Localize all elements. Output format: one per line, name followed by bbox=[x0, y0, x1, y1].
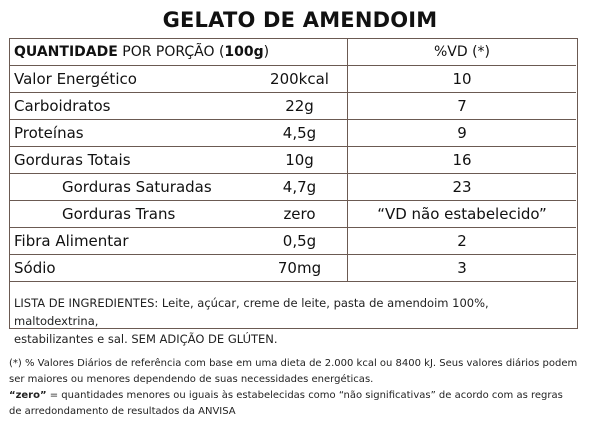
row-amount: 4,7g bbox=[252, 174, 348, 201]
row-amount: zero bbox=[252, 201, 348, 228]
table-row bbox=[10, 174, 576, 201]
footnote-zero-definition: = quantidades menores ou iguais às estabelecidas como “não significativas” de acordo com as regras bbox=[46, 390, 563, 401]
table-row bbox=[10, 120, 576, 147]
footnote bbox=[9, 356, 584, 420]
row-vd: 7 bbox=[348, 93, 577, 120]
table-row bbox=[10, 93, 576, 120]
table-row bbox=[10, 66, 576, 93]
row-label: Gorduras Totais bbox=[10, 147, 252, 174]
header-quantity-rest: POR PORÇÃO ( bbox=[117, 44, 225, 60]
header-quantity bbox=[10, 39, 270, 66]
row-vd: 3 bbox=[348, 255, 577, 282]
footnote-line: (*) % Valores Diários de referência com base em uma dieta de 2.000 kcal ou 8400 kJ. Seus valores diários podem bbox=[9, 358, 578, 369]
footnote-line: ser maiores ou menores dependendo de suas necessidades energéticas. bbox=[9, 374, 374, 385]
row-vd: 23 bbox=[348, 174, 577, 201]
row-amount: 0,5g bbox=[252, 228, 348, 255]
table-row bbox=[10, 201, 576, 228]
table-row bbox=[10, 255, 576, 282]
ingredients-line: LISTA DE INGREDIENTES: Leite, açúcar, creme de leite, pasta de amendoim 100%, maltodextrina, bbox=[14, 296, 489, 328]
row-amount: 10g bbox=[252, 147, 348, 174]
header-vd: %VD (*) bbox=[348, 39, 577, 66]
footnote-line bbox=[9, 388, 584, 404]
header-quantity-close: ) bbox=[263, 44, 270, 60]
nutrition-table bbox=[10, 39, 576, 282]
row-label: Valor Energético bbox=[10, 66, 252, 93]
ingredients-line: estabilizantes e sal. SEM ADIÇÃO DE GLÚTEN. bbox=[14, 332, 278, 346]
row-amount: 22g bbox=[252, 93, 348, 120]
page-title: GELATO DE AMENDOIM bbox=[162, 8, 438, 32]
table-row bbox=[10, 147, 576, 174]
row-label: Fibra Alimentar bbox=[10, 228, 252, 255]
row-vd: 10 bbox=[348, 66, 577, 93]
table-header-row bbox=[10, 39, 576, 66]
row-label: Sódio bbox=[10, 255, 252, 282]
nutrition-panel bbox=[9, 38, 578, 346]
row-amount: 4,5g bbox=[252, 120, 348, 147]
row-amount: 70mg bbox=[252, 255, 348, 282]
footnote-zero-term: “zero” bbox=[9, 390, 47, 401]
table-row bbox=[10, 228, 576, 255]
header-quantity-bold: QUANTIDADE bbox=[14, 44, 118, 60]
row-vd: 9 bbox=[348, 120, 577, 147]
footnote-line: de arredondamento de resultados da ANVISA bbox=[9, 406, 236, 417]
row-label: Gorduras Trans bbox=[10, 201, 252, 228]
row-label: Proteínas bbox=[10, 120, 252, 147]
header-portion: 100g bbox=[224, 44, 264, 60]
row-vd: 16 bbox=[348, 147, 577, 174]
row-vd: “VD não estabelecido” bbox=[348, 201, 577, 228]
ingredients-list bbox=[14, 294, 574, 348]
row-label: Gorduras Saturadas bbox=[10, 174, 252, 201]
row-vd: 2 bbox=[348, 228, 577, 255]
row-label: Carboidratos bbox=[10, 93, 252, 120]
row-amount: 200kcal bbox=[252, 66, 348, 93]
